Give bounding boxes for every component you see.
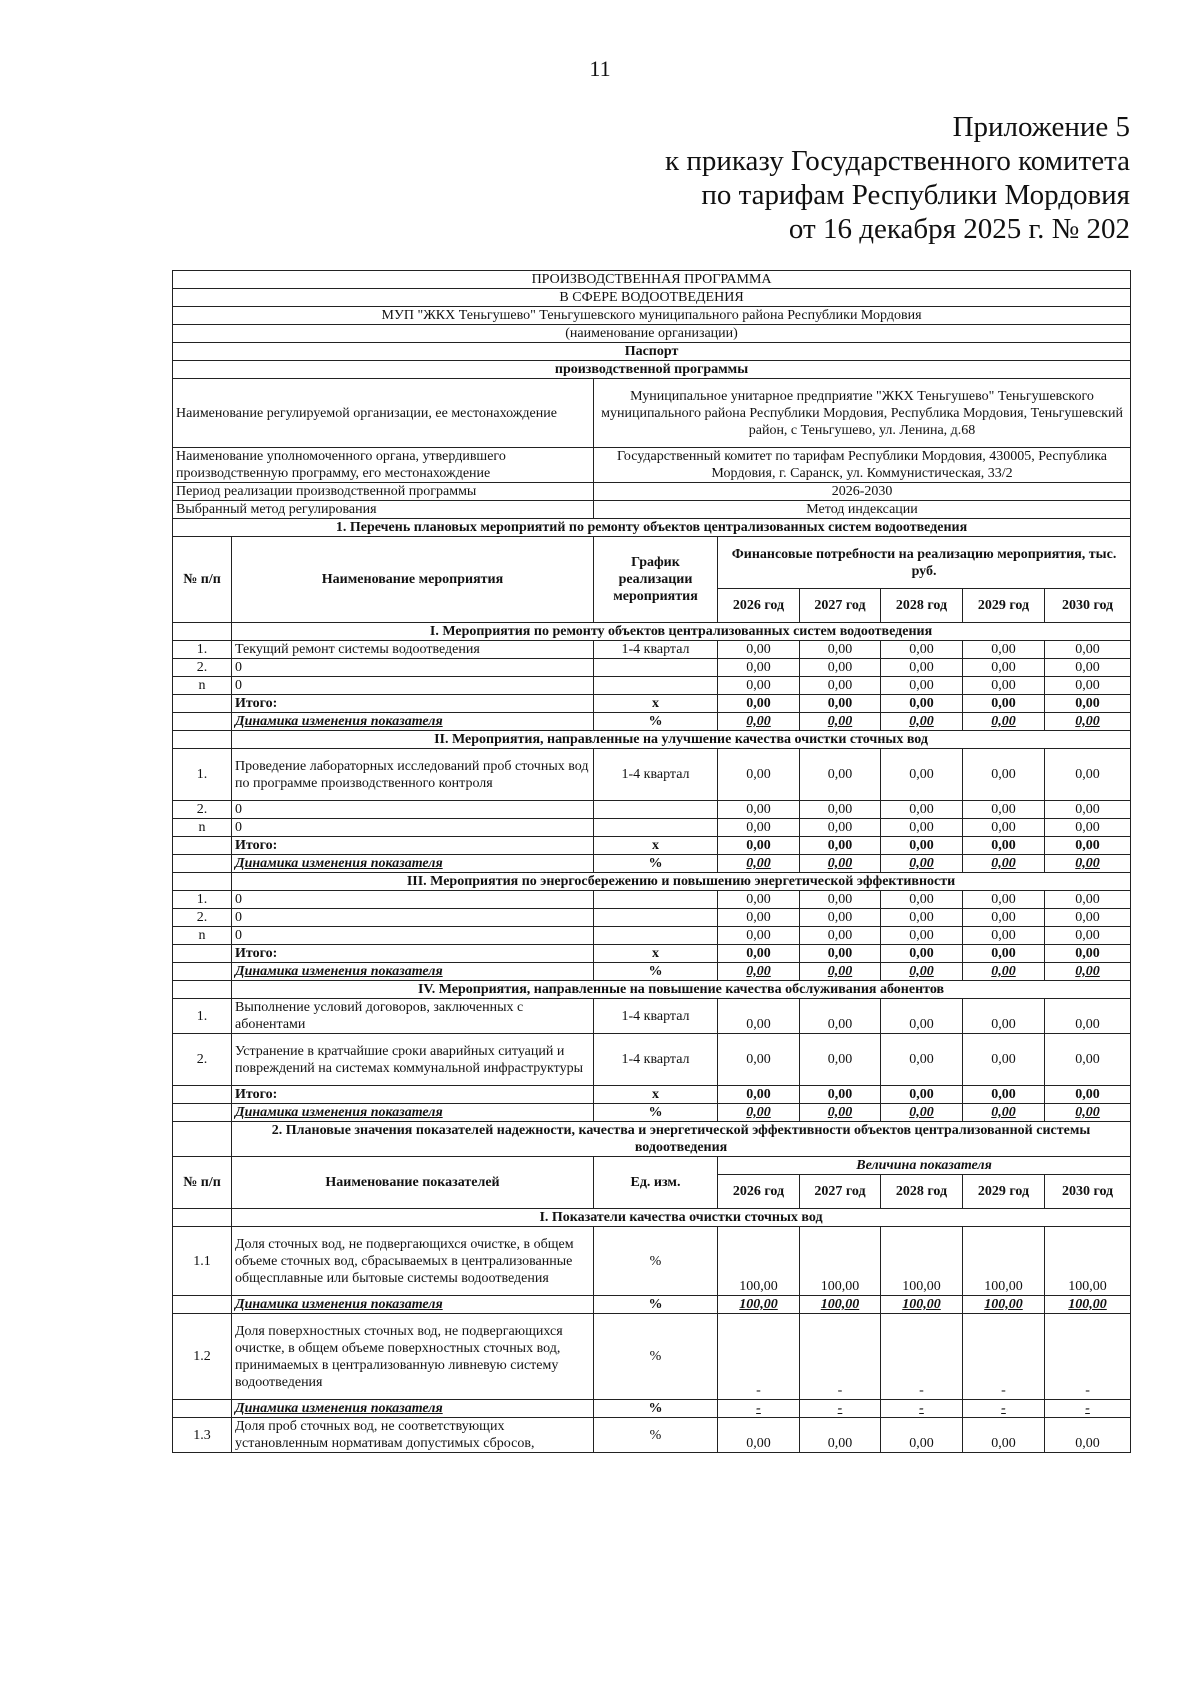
row-number: 1. bbox=[173, 749, 232, 801]
total-value: 0,00 bbox=[800, 837, 881, 855]
value-cell: 0,00 bbox=[881, 749, 963, 801]
value-cell: 0,00 bbox=[800, 801, 881, 819]
year-header: 2030 год bbox=[1045, 589, 1131, 623]
dynamics-value: 100,00 bbox=[800, 1296, 881, 1314]
production-program-table bbox=[172, 270, 1131, 1453]
activity-name: 0 bbox=[232, 659, 594, 677]
activity-schedule bbox=[594, 819, 718, 837]
value-cell: 0,00 bbox=[1045, 801, 1131, 819]
value-cell: - bbox=[800, 1314, 881, 1400]
total-row bbox=[173, 1086, 1131, 1104]
value-cell: 0,00 bbox=[881, 677, 963, 695]
activity-schedule bbox=[594, 891, 718, 909]
dynamics-row bbox=[173, 713, 1131, 731]
total-value: 0,00 bbox=[718, 695, 800, 713]
dynamics-value: 0,00 bbox=[718, 855, 800, 873]
passport-method-label: Выбранный метод регулирования bbox=[173, 501, 594, 519]
total-value: 0,00 bbox=[963, 1086, 1045, 1104]
page-number: 11 bbox=[589, 56, 611, 81]
total-row bbox=[173, 945, 1131, 963]
total-row bbox=[173, 695, 1131, 713]
value-cell: 0,00 bbox=[800, 1034, 881, 1086]
activity-name: 0 bbox=[232, 909, 594, 927]
dynamics-unit: % bbox=[594, 963, 718, 981]
row-number: 2. bbox=[173, 1034, 232, 1086]
dynamics-unit: % bbox=[594, 713, 718, 731]
indicator-name: Доля проб сточных вод, не соответствующих установленным нормативам допустимых сбросов, bbox=[232, 1418, 594, 1453]
col-name-header: Наименование показателей bbox=[232, 1157, 594, 1209]
appendix-heading bbox=[665, 110, 1130, 246]
value-cell: 0,00 bbox=[800, 819, 881, 837]
value-cell: 0,00 bbox=[963, 659, 1045, 677]
group-title-row bbox=[173, 873, 1131, 891]
activity-schedule bbox=[594, 909, 718, 927]
spacer-cell bbox=[173, 1400, 232, 1418]
spacer-cell bbox=[173, 837, 232, 855]
total-value: 0,00 bbox=[881, 1086, 963, 1104]
total-label: Итого: bbox=[232, 1086, 594, 1104]
section2-title: 2. Плановые значения показателей надежности, качества и энергетической эффективности объектов централизованной системы водоотведения bbox=[232, 1122, 1131, 1157]
total-value: 0,00 bbox=[800, 1086, 881, 1104]
total-value: 0,00 bbox=[963, 695, 1045, 713]
total-value: 0,00 bbox=[1045, 837, 1131, 855]
dynamics-value: - bbox=[718, 1400, 800, 1418]
activity-schedule bbox=[594, 927, 718, 945]
year-header: 2029 год bbox=[963, 589, 1045, 623]
table-row bbox=[173, 749, 1131, 801]
dynamics-value: 0,00 bbox=[963, 855, 1045, 873]
dynamics-value: 0,00 bbox=[1045, 713, 1131, 731]
value-cell: 0,00 bbox=[800, 999, 881, 1034]
total-label: Итого: bbox=[232, 695, 594, 713]
dynamics-unit: % bbox=[594, 1104, 718, 1122]
activity-schedule bbox=[594, 659, 718, 677]
value-cell: 0,00 bbox=[800, 641, 881, 659]
value-cell: 0,00 bbox=[1045, 677, 1131, 695]
dynamics-value: 0,00 bbox=[800, 855, 881, 873]
total-value: 0,00 bbox=[881, 837, 963, 855]
dynamics-value: 0,00 bbox=[1045, 855, 1131, 873]
indicator-name: Доля сточных вод, не подвергающихся очистке, в общем объеме сточных вод, сбрасываемых в централизованные общесплавные или бытовые системы водоотведения bbox=[232, 1227, 594, 1296]
dynamics-value: 0,00 bbox=[718, 1104, 800, 1122]
activity-schedule: 1-4 квартал bbox=[594, 749, 718, 801]
value-cell: 0,00 bbox=[963, 819, 1045, 837]
value-cell: 0,00 bbox=[718, 641, 800, 659]
year-header: 2028 год bbox=[881, 1175, 963, 1209]
total-value: 0,00 bbox=[963, 945, 1045, 963]
total-marker: x bbox=[594, 1086, 718, 1104]
total-value: 0,00 bbox=[1045, 945, 1131, 963]
value-cell: 0,00 bbox=[800, 891, 881, 909]
spacer-cell bbox=[173, 873, 232, 891]
value-cell: 0,00 bbox=[718, 819, 800, 837]
dynamics-value: 0,00 bbox=[800, 713, 881, 731]
group-title: I. Мероприятия по ремонту объектов централизованных систем водоотведения bbox=[232, 623, 1131, 641]
value-cell: 100,00 bbox=[1045, 1227, 1131, 1296]
activity-schedule: 1-4 квартал bbox=[594, 999, 718, 1034]
total-label: Итого: bbox=[232, 945, 594, 963]
passport-org-value: Муниципальное унитарное предприятие "ЖКХ Теньгушево" Теньгушевского муниципального района Республики Мордовия, Республика Мордовия, Теньгушевский район, с Теньгушево, ул. Ленина, д.68 bbox=[594, 379, 1131, 448]
activity-name: 0 bbox=[232, 677, 594, 695]
value-cell: 0,00 bbox=[963, 1034, 1045, 1086]
group-title-row bbox=[173, 731, 1131, 749]
indicator-unit: % bbox=[594, 1418, 718, 1453]
dynamics-value: 0,00 bbox=[963, 1104, 1045, 1122]
value-cell: 0,00 bbox=[718, 927, 800, 945]
year-header: 2030 год bbox=[1045, 1175, 1131, 1209]
col-unit-header: Ед. изм. bbox=[594, 1157, 718, 1209]
spacer-cell bbox=[173, 623, 232, 641]
value-cell: 0,00 bbox=[963, 999, 1045, 1034]
dynamics-value: 100,00 bbox=[1045, 1296, 1131, 1314]
year-header: 2028 год bbox=[881, 589, 963, 623]
program-title: ПРОИЗВОДСТВЕННАЯ ПРОГРАММА bbox=[173, 271, 1131, 289]
activity-name: Устранение в кратчайшие сроки аварийных ситуаций и повреждений на системах коммунальной инфраструктуры bbox=[232, 1034, 594, 1086]
activity-schedule bbox=[594, 677, 718, 695]
table-row bbox=[173, 927, 1131, 945]
dynamics-label: Динамика изменения показателя bbox=[232, 963, 594, 981]
row-number: 1. bbox=[173, 641, 232, 659]
dynamics-value: 0,00 bbox=[718, 963, 800, 981]
value-cell: 0,00 bbox=[963, 927, 1045, 945]
passport-title: Паспорт bbox=[173, 343, 1131, 361]
total-value: 0,00 bbox=[881, 695, 963, 713]
value-cell: 0,00 bbox=[1045, 891, 1131, 909]
dynamics-label: Динамика изменения показателя bbox=[232, 1400, 594, 1418]
dynamics-unit: % bbox=[594, 1296, 718, 1314]
value-cell: 100,00 bbox=[881, 1227, 963, 1296]
total-value: 0,00 bbox=[800, 945, 881, 963]
year-header: 2029 год bbox=[963, 1175, 1045, 1209]
value-cell: 0,00 bbox=[1045, 749, 1131, 801]
dynamics-label: Динамика изменения показателя bbox=[232, 855, 594, 873]
value-cell: 0,00 bbox=[881, 659, 963, 677]
passport-org-label: Наименование регулируемой организации, ее местонахождение bbox=[173, 379, 594, 448]
spacer-cell bbox=[173, 695, 232, 713]
value-cell: 0,00 bbox=[800, 1418, 881, 1453]
spacer-cell bbox=[173, 1104, 232, 1122]
value-cell: 0,00 bbox=[963, 677, 1045, 695]
activity-name: Текущий ремонт системы водоотведения bbox=[232, 641, 594, 659]
group-title: III. Мероприятия по энергосбережению и повышению энергетической эффективности bbox=[232, 873, 1131, 891]
total-value: 0,00 bbox=[718, 837, 800, 855]
dynamics-value: 0,00 bbox=[1045, 1104, 1131, 1122]
passport-period-label: Период реализации производственной программы bbox=[173, 483, 594, 501]
value-cell: - bbox=[881, 1314, 963, 1400]
total-value: 0,00 bbox=[881, 945, 963, 963]
total-marker: x bbox=[594, 837, 718, 855]
total-label: Итого: bbox=[232, 837, 594, 855]
spacer-cell bbox=[173, 1122, 232, 1157]
total-value: 0,00 bbox=[800, 695, 881, 713]
indicator-unit: % bbox=[594, 1314, 718, 1400]
row-number: 2. bbox=[173, 659, 232, 677]
group-title-row bbox=[173, 981, 1131, 999]
value-cell: 0,00 bbox=[718, 1034, 800, 1086]
value-cell: 0,00 bbox=[800, 909, 881, 927]
year-header: 2027 год bbox=[800, 1175, 881, 1209]
col-name-header: Наименование мероприятия bbox=[232, 537, 594, 623]
dynamics-label: Динамика изменения показателя bbox=[232, 1296, 594, 1314]
dynamics-value: 100,00 bbox=[963, 1296, 1045, 1314]
value-cell: 0,00 bbox=[1045, 819, 1131, 837]
spacer-cell bbox=[173, 713, 232, 731]
activity-schedule: 1-4 квартал bbox=[594, 641, 718, 659]
section2-header-row bbox=[173, 1157, 1131, 1175]
program-subtitle: В СФЕРЕ ВОДООТВЕДЕНИЯ bbox=[173, 289, 1131, 307]
value-cell: 0,00 bbox=[963, 641, 1045, 659]
table-row bbox=[173, 677, 1131, 695]
value-cell: 0,00 bbox=[881, 927, 963, 945]
dynamics-row bbox=[173, 1296, 1131, 1314]
dynamics-value: 0,00 bbox=[881, 963, 963, 981]
dynamics-value: 0,00 bbox=[881, 1104, 963, 1122]
value-cell: 0,00 bbox=[800, 659, 881, 677]
total-value: 0,00 bbox=[963, 837, 1045, 855]
dynamics-unit: % bbox=[594, 855, 718, 873]
table-row bbox=[173, 659, 1131, 677]
dynamics-value: 0,00 bbox=[1045, 963, 1131, 981]
passport-subtitle: производственной программы bbox=[173, 361, 1131, 379]
dynamics-value: 100,00 bbox=[718, 1296, 800, 1314]
total-row bbox=[173, 837, 1131, 855]
section1-title: 1. Перечень плановых мероприятий по ремонту объектов централизованных систем водоотведения bbox=[173, 519, 1131, 537]
group-title: II. Мероприятия, направленные на улучшение качества очистки сточных вод bbox=[232, 731, 1131, 749]
value-cell: 0,00 bbox=[881, 891, 963, 909]
value-cell: 0,00 bbox=[881, 909, 963, 927]
total-value: 0,00 bbox=[718, 1086, 800, 1104]
table-row bbox=[173, 1314, 1131, 1400]
dynamics-value: 0,00 bbox=[718, 713, 800, 731]
value-cell: 0,00 bbox=[800, 927, 881, 945]
dynamics-value: 0,00 bbox=[881, 855, 963, 873]
value-cell: 0,00 bbox=[881, 999, 963, 1034]
indicator-number: 1.3 bbox=[173, 1418, 232, 1453]
passport-method-value: Метод индексации bbox=[594, 501, 1131, 519]
value-cell: 0,00 bbox=[1045, 927, 1131, 945]
table-row bbox=[173, 999, 1131, 1034]
appendix-line: от 16 декабря 2025 г. № 202 bbox=[788, 213, 1130, 245]
activity-name: 0 bbox=[232, 801, 594, 819]
value-cell: 0,00 bbox=[718, 1418, 800, 1453]
value-cell: 0,00 bbox=[1045, 1418, 1131, 1453]
year-header: 2026 год bbox=[718, 1175, 800, 1209]
table-row bbox=[173, 909, 1131, 927]
passport-period-value: 2026-2030 bbox=[594, 483, 1131, 501]
row-number: 2. bbox=[173, 801, 232, 819]
spacer-cell bbox=[173, 1296, 232, 1314]
dynamics-unit: % bbox=[594, 1400, 718, 1418]
dynamics-value: 0,00 bbox=[963, 963, 1045, 981]
table-row bbox=[173, 819, 1131, 837]
col-schedule-header: График реализации мероприятия bbox=[594, 537, 718, 623]
spacer-cell bbox=[173, 731, 232, 749]
dynamics-value: 0,00 bbox=[963, 713, 1045, 731]
dynamics-value: - bbox=[1045, 1400, 1131, 1418]
value-cell: - bbox=[718, 1314, 800, 1400]
value-cell: - bbox=[963, 1314, 1045, 1400]
table-row bbox=[173, 1034, 1131, 1086]
value-cell: 0,00 bbox=[718, 801, 800, 819]
appendix-line: к приказу Государственного комитета bbox=[664, 145, 1130, 177]
value-cell: 0,00 bbox=[718, 909, 800, 927]
activity-schedule: 1-4 квартал bbox=[594, 1034, 718, 1086]
value-cell: 0,00 bbox=[1045, 659, 1131, 677]
col-num-header: № п/п bbox=[173, 537, 232, 623]
activity-name: 0 bbox=[232, 819, 594, 837]
value-cell: 0,00 bbox=[718, 999, 800, 1034]
value-cell: 0,00 bbox=[963, 909, 1045, 927]
value-cell: 0,00 bbox=[881, 1034, 963, 1086]
activity-name: Выполнение условий договоров, заключенных с абонентами bbox=[232, 999, 594, 1034]
value-cell: 0,00 bbox=[881, 801, 963, 819]
col-num-header: № п/п bbox=[173, 1157, 232, 1209]
appendix-line: по тарифам Республики Мордовия bbox=[701, 179, 1130, 211]
table-row bbox=[173, 1418, 1131, 1453]
year-header: 2026 год bbox=[718, 589, 800, 623]
dynamics-value: - bbox=[881, 1400, 963, 1418]
dynamics-row bbox=[173, 1400, 1131, 1418]
table-row bbox=[173, 641, 1131, 659]
row-number: 2. bbox=[173, 909, 232, 927]
dynamics-value: 0,00 bbox=[800, 1104, 881, 1122]
table-row bbox=[173, 801, 1131, 819]
group-title-row bbox=[173, 623, 1131, 641]
group-title-row bbox=[173, 1209, 1131, 1227]
total-value: 0,00 bbox=[718, 945, 800, 963]
spacer-cell bbox=[173, 1086, 232, 1104]
table-row bbox=[173, 891, 1131, 909]
dynamics-row bbox=[173, 963, 1131, 981]
organization-note: (наименование организации) bbox=[173, 325, 1131, 343]
dynamics-row bbox=[173, 1104, 1131, 1122]
value-cell: 0,00 bbox=[881, 1418, 963, 1453]
total-marker: x bbox=[594, 695, 718, 713]
value-cell: 0,00 bbox=[963, 749, 1045, 801]
value-cell: 100,00 bbox=[718, 1227, 800, 1296]
spacer-cell bbox=[173, 963, 232, 981]
dynamics-row bbox=[173, 855, 1131, 873]
group-title: IV. Мероприятия, направленные на повышение качества обслуживания абонентов bbox=[232, 981, 1131, 999]
indicator-name: Доля поверхностных сточных вод, не подвергающихся очистке, в общем объеме поверхностных сточных вод, принимаемых в централизованную ливневую систему водоотведения bbox=[232, 1314, 594, 1400]
value-cell: 0,00 bbox=[1045, 999, 1131, 1034]
table-row bbox=[173, 1227, 1131, 1296]
activity-schedule bbox=[594, 801, 718, 819]
value-cell: 100,00 bbox=[963, 1227, 1045, 1296]
dynamics-value: 100,00 bbox=[881, 1296, 963, 1314]
year-header: 2027 год bbox=[800, 589, 881, 623]
dynamics-value: - bbox=[963, 1400, 1045, 1418]
value-cell: 0,00 bbox=[800, 677, 881, 695]
activity-name: 0 bbox=[232, 891, 594, 909]
indicator-number: 1.2 bbox=[173, 1314, 232, 1400]
value-cell: 0,00 bbox=[881, 819, 963, 837]
col-value-header: Величина показателя bbox=[718, 1157, 1131, 1175]
value-cell: 0,00 bbox=[1045, 909, 1131, 927]
dynamics-label: Динамика изменения показателя bbox=[232, 713, 594, 731]
value-cell: 0,00 bbox=[881, 641, 963, 659]
value-cell: 0,00 bbox=[1045, 641, 1131, 659]
row-number: 1. bbox=[173, 891, 232, 909]
group-title: I. Показатели качества очистки сточных вод bbox=[232, 1209, 1131, 1227]
total-value: 0,00 bbox=[1045, 1086, 1131, 1104]
col-fin-header: Финансовые потребности на реализацию мероприятия, тыс. руб. bbox=[718, 537, 1131, 589]
spacer-cell bbox=[173, 945, 232, 963]
value-cell: 0,00 bbox=[718, 891, 800, 909]
section2-title-row bbox=[173, 1122, 1131, 1157]
passport-authority-value: Государственный комитет по тарифам Республики Мордовия, 430005, Республика Мордовия, г. Саранск, ул. Коммунистическая, 33/2 bbox=[594, 448, 1131, 483]
appendix-line: Приложение 5 bbox=[952, 111, 1130, 143]
dynamics-value: 0,00 bbox=[881, 713, 963, 731]
value-cell: 0,00 bbox=[718, 659, 800, 677]
row-number: n bbox=[173, 677, 232, 695]
activity-name: 0 bbox=[232, 927, 594, 945]
value-cell: 0,00 bbox=[963, 801, 1045, 819]
value-cell: 0,00 bbox=[718, 677, 800, 695]
value-cell: 0,00 bbox=[1045, 1034, 1131, 1086]
value-cell: 0,00 bbox=[800, 749, 881, 801]
indicator-number: 1.1 bbox=[173, 1227, 232, 1296]
total-marker: x bbox=[594, 945, 718, 963]
passport-authority-label: Наименование уполномоченного органа, утвердившего производственную программу, его местонахождение bbox=[173, 448, 594, 483]
total-value: 0,00 bbox=[1045, 695, 1131, 713]
dynamics-value: - bbox=[800, 1400, 881, 1418]
value-cell: 0,00 bbox=[718, 749, 800, 801]
indicator-unit: % bbox=[594, 1227, 718, 1296]
value-cell: - bbox=[1045, 1314, 1131, 1400]
activity-name: Проведение лабораторных исследований проб сточных вод по программе производственного контроля bbox=[232, 749, 594, 801]
row-number: 1. bbox=[173, 999, 232, 1034]
value-cell: 0,00 bbox=[963, 1418, 1045, 1453]
row-number: n bbox=[173, 819, 232, 837]
dynamics-value: 0,00 bbox=[800, 963, 881, 981]
organization-name: МУП "ЖКХ Теньгушево" Теньгушевского муниципального района Республики Мордовия bbox=[173, 307, 1131, 325]
dynamics-label: Динамика изменения показателя bbox=[232, 1104, 594, 1122]
spacer-cell bbox=[173, 855, 232, 873]
value-cell: 100,00 bbox=[800, 1227, 881, 1296]
spacer-cell bbox=[173, 981, 232, 999]
row-number: n bbox=[173, 927, 232, 945]
value-cell: 0,00 bbox=[963, 891, 1045, 909]
spacer-cell bbox=[173, 1209, 232, 1227]
